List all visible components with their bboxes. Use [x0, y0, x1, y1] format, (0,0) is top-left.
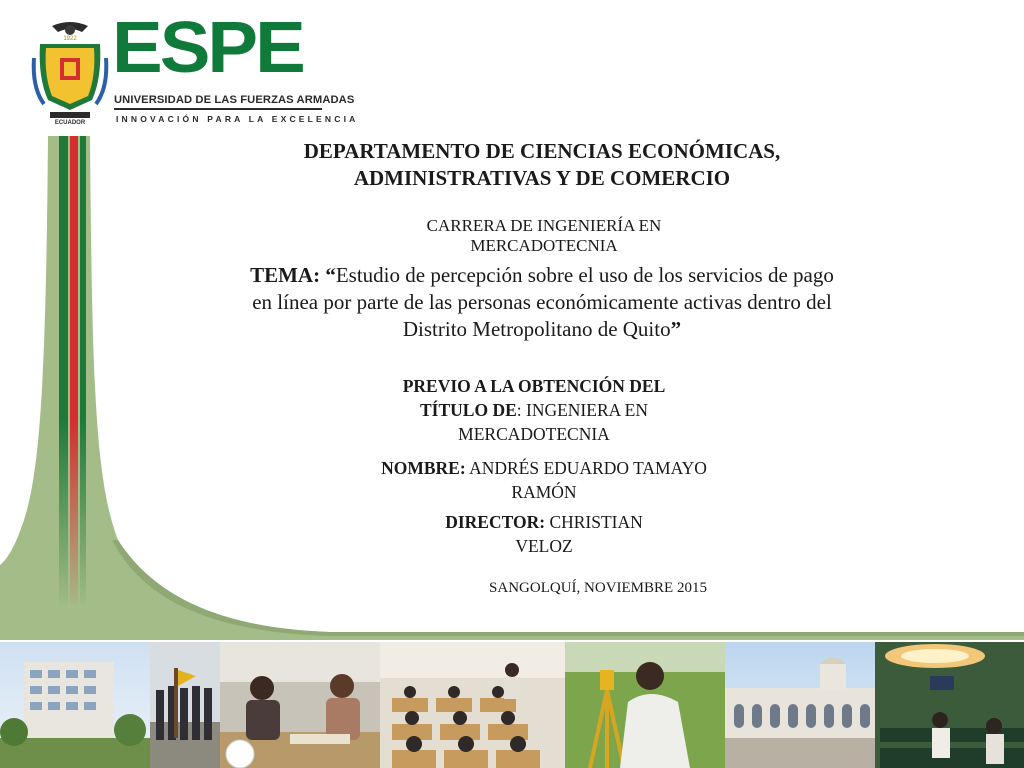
topic-label: TEMA:: [250, 263, 321, 287]
director-value-1: CHRISTIAN: [549, 512, 643, 532]
crest-icon: [30, 18, 110, 126]
topic-close-quote: ”: [670, 317, 682, 341]
department-line-1: DEPARTAMENTO DE CIENCIAS ECONÓMICAS,: [303, 139, 781, 163]
topic-text-3: Distrito Metropolitano de Quito: [402, 317, 671, 341]
topic-open-quote: “: [325, 263, 336, 287]
career-title: [380, 216, 708, 256]
degree-info: [330, 374, 738, 446]
students-studying-photo: [220, 642, 380, 768]
director-value-2: VELOZ: [515, 536, 573, 556]
author-info: [330, 456, 758, 504]
department-line-2: ADMINISTRATIVAS Y DE COMERCIO: [353, 166, 731, 190]
crest-year: 1922: [63, 36, 77, 42]
topic-line-3: [180, 316, 904, 343]
thesis-topic: [180, 262, 904, 343]
director-label: DIRECTOR:: [445, 512, 546, 532]
photo-strip: [0, 642, 1024, 768]
crest-country: ECUADOR: [54, 120, 86, 126]
topic-text-1: Estudio de percepción sobre el uso de los servicios de pago: [335, 263, 834, 287]
surveying-photo: [565, 642, 725, 768]
director-info: [380, 510, 708, 558]
topic-line-2: en línea por parte de las personas económicamente activas dentro del: [252, 290, 832, 314]
brand-wordmark: ESPE: [112, 7, 303, 88]
author-label: NOMBRE:: [381, 458, 466, 478]
degree-label: TÍTULO DE: [420, 400, 517, 420]
place-date: SANGOLQUÍ, NOVIEMBRE 2015: [489, 580, 707, 596]
career-line-1: CARRERA DE INGENIERÍA EN: [426, 216, 662, 235]
espe-logo: [30, 7, 359, 128]
campus-building-photo: [0, 642, 150, 768]
logo-divider: [114, 108, 322, 110]
topic-line-1: [180, 262, 904, 289]
university-name: UNIVERSIDAD DE LAS FUERZAS ARMADAS: [114, 94, 355, 106]
author-value-1: ANDRÉS EDUARDO TAMAYO: [469, 458, 707, 478]
university-motto: INNOVACIÓN PARA LA EXCELENCIA: [116, 114, 359, 124]
classroom-photo: [380, 642, 565, 768]
author-value-2: RAMÓN: [511, 482, 577, 502]
degree-value-1: : INGENIERA EN: [516, 400, 648, 420]
career-line-2: MERCADOTECNIA: [470, 236, 618, 255]
colonial-plaza-photo: [725, 642, 875, 768]
department-title: [240, 138, 844, 192]
degree-value-2: MERCADOTECNIA: [458, 424, 610, 444]
auditorium-photo: [875, 642, 1024, 768]
ceremony-photo: [150, 642, 220, 768]
degree-line-1: PREVIO A LA OBTENCIÓN DEL: [402, 376, 666, 396]
